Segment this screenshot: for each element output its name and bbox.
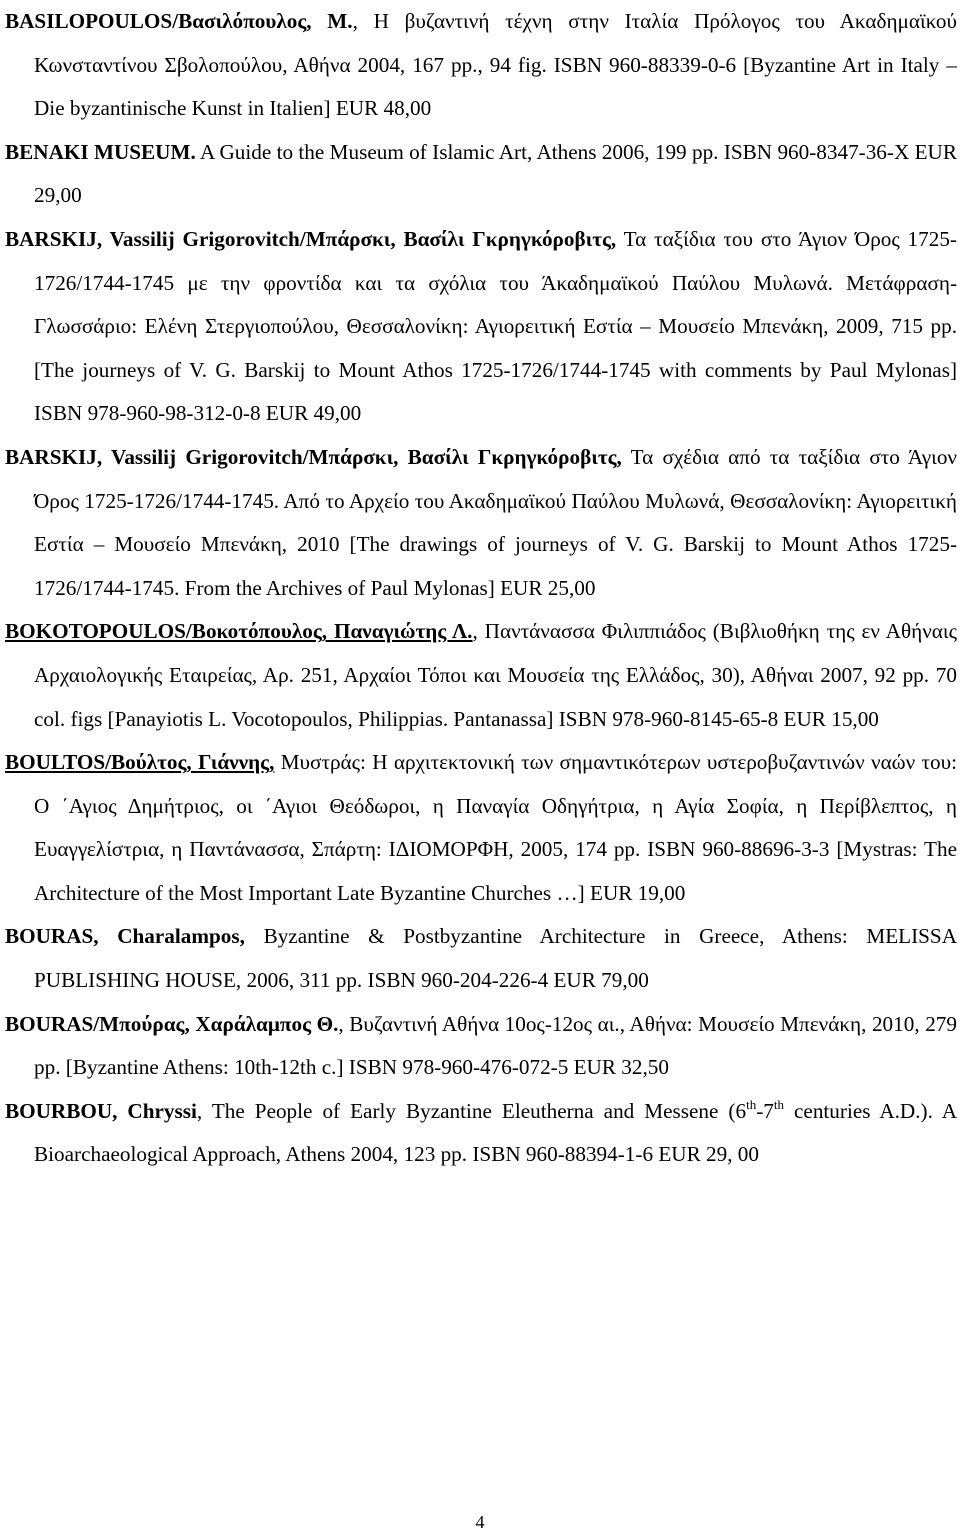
list-item [5, 610, 957, 741]
list-item [5, 741, 957, 915]
entry-text: Τα ταξίδια του στο Άγιον Όρος 1725-1726/1744-1745 με την φροντίδα και τα σχόλια του Άκαδημαϊκού Παύλου Μυλωνά. Μετάφραση-Γλωσσάριο: Ελένη Στεργιοπούλου, Θεσσαλονίκη: Αγιορειτική Εστία – Μουσείο Μπενάκη, 2009, 715 pp. [The journeys of V. G. Barskij to Mount Athos 1725-1726/1744-1745 with comments by Paul Mylonas] ISBN 978-960-98-312-0-8 EUR 49,00 [34, 226, 957, 426]
list-item [5, 436, 957, 610]
entry-author: BASILOPOULOS/Βασιλόπουλος, Μ. [5, 9, 353, 33]
bibliography-page [5, 0, 957, 1177]
entry-text: -7 [756, 1098, 774, 1123]
superscript: th [773, 1096, 784, 1112]
entry-text: Μυστράς: Η αρχιτεκτονική των σημαντικότερων υστεροβυζαντινών ναών του: Ο ΄Αγιος Δημήτριος, οι ΄Αγιοι Θεόδωροι, η Παναγία Οδηγήτρια, η Αγία Σοφία, η Περίβλεπτος, η Ευαγγελίστρια, η Παντάνασσα, Σπάρτη: ΙΔΙΟΜΟΡΦΗ, 2005, 174 pp. ISBN 960-88696-3-3 [Mystras: The Architecture of the Most Important Late Byzantine Churches …] EUR 19,00 [34, 750, 957, 905]
entry-author: BOURBOU, Chryssi [5, 1098, 197, 1123]
entry-text: , Παντάνασσα Φιλιππιάδος (Βιβλιοθήκη της εν Αθήναις Αρχαιολογικής Εταιρείας, Αρ. 251, Αρχαίοι Τόποι και Μουσεία της Ελλάδος, 30), Αθήναι 2007, 92 pp. 70 col. figs [Panayiotis L. Vocotopoulos, Philippias. Pantanassa] ISBN 978-960-8145-65-8 EUR 15,00 [34, 619, 957, 731]
page-number: 4 [475, 1512, 485, 1532]
entry-author: BOURAS, Charalampos, [5, 924, 245, 949]
entry-text: Τα σχέδια από τα ταξίδια στο Άγιον Όρος 1725-1726/1744-1745. Από το Αρχείο του Ακαδημαϊκού Παύλου Μυλωνά, Θεσσαλονίκη: Αγιορειτική Εστία – Μουσείο Μπενάκη, 2010 [The drawings of journeys of V. G. Barskij to Mount Athos 1725-1726/1744-1745. From the Archives of Paul Mylonas] EUR 25,00 [34, 444, 957, 600]
list-item [5, 915, 957, 1002]
entry-text: centuries A.D.). A Bioarchaeological Approach, Athens 2004, 123 pp. ISBN 960-88394-1-6 EUR 29, 00 [34, 1098, 958, 1167]
list-item [5, 131, 957, 218]
list-item [5, 1003, 957, 1090]
entry-text: , Η βυζαντινή τέχνη στην Ιταλία Πρόλογος του Ακαδημαϊκού Κωνσταντίνου Σβολοπούλου, Αθήνα 2004, 167 pp., 94 fig. ISBN 960-88339-0-6 [Byzantine Art in Italy – Die byzantinische Kunst in Italien] EUR 48,00 [34, 9, 957, 121]
entry-author: BOKOTOPOULOS/Βοκοτόπουλος, Παναγιώτης Λ. [5, 619, 473, 644]
entry-author: BOULTOS/Βούλτος, Γιάννης, [5, 750, 275, 775]
entry-text: , Βυζαντινή Αθήνα 10ος-12ος αι., Αθήνα: Μουσείο Μπενάκη, 2010, 279 pp. [Byzantine Athens: 10th-12th c.] ISBN 978-960-476-072-5 EUR 32,50 [34, 1011, 957, 1080]
superscript: th [746, 1096, 757, 1112]
entry-text: A Guide to the Museum of Islamic Art, Athens 2006, 199 pp. ISBN 960-8347-36-X EUR 29,00 [34, 139, 957, 208]
entry-text: , The People of Early Byzantine Eleutherna and Messene (6 [196, 1098, 747, 1123]
list-item [5, 218, 957, 436]
entry-author: BENAKI MUSEUM. [5, 139, 196, 164]
list-item [5, 0, 957, 131]
list-item [5, 1090, 957, 1177]
entry-author: BARSKIJ, Vassilij Grigorovitch/Μπάρσκι, Βασίλι Γκρηγκόροβιτς, [5, 444, 622, 469]
entry-author: BOURAS/Μπούρας, Χαράλαμπος Θ. [5, 1011, 339, 1036]
entry-author: BARSKIJ, Vassilij Grigorovitch/Μπάρσκι, Βασίλι Γκρηγκόροβιτς, [5, 226, 617, 251]
entry-text: Byzantine & Postbyzantine Architecture in Greece, Athens: MELISSA PUBLISHING HOUSE, 2006, 311 pp. ISBN 960-204-226-4 EUR 79,00 [34, 924, 958, 993]
